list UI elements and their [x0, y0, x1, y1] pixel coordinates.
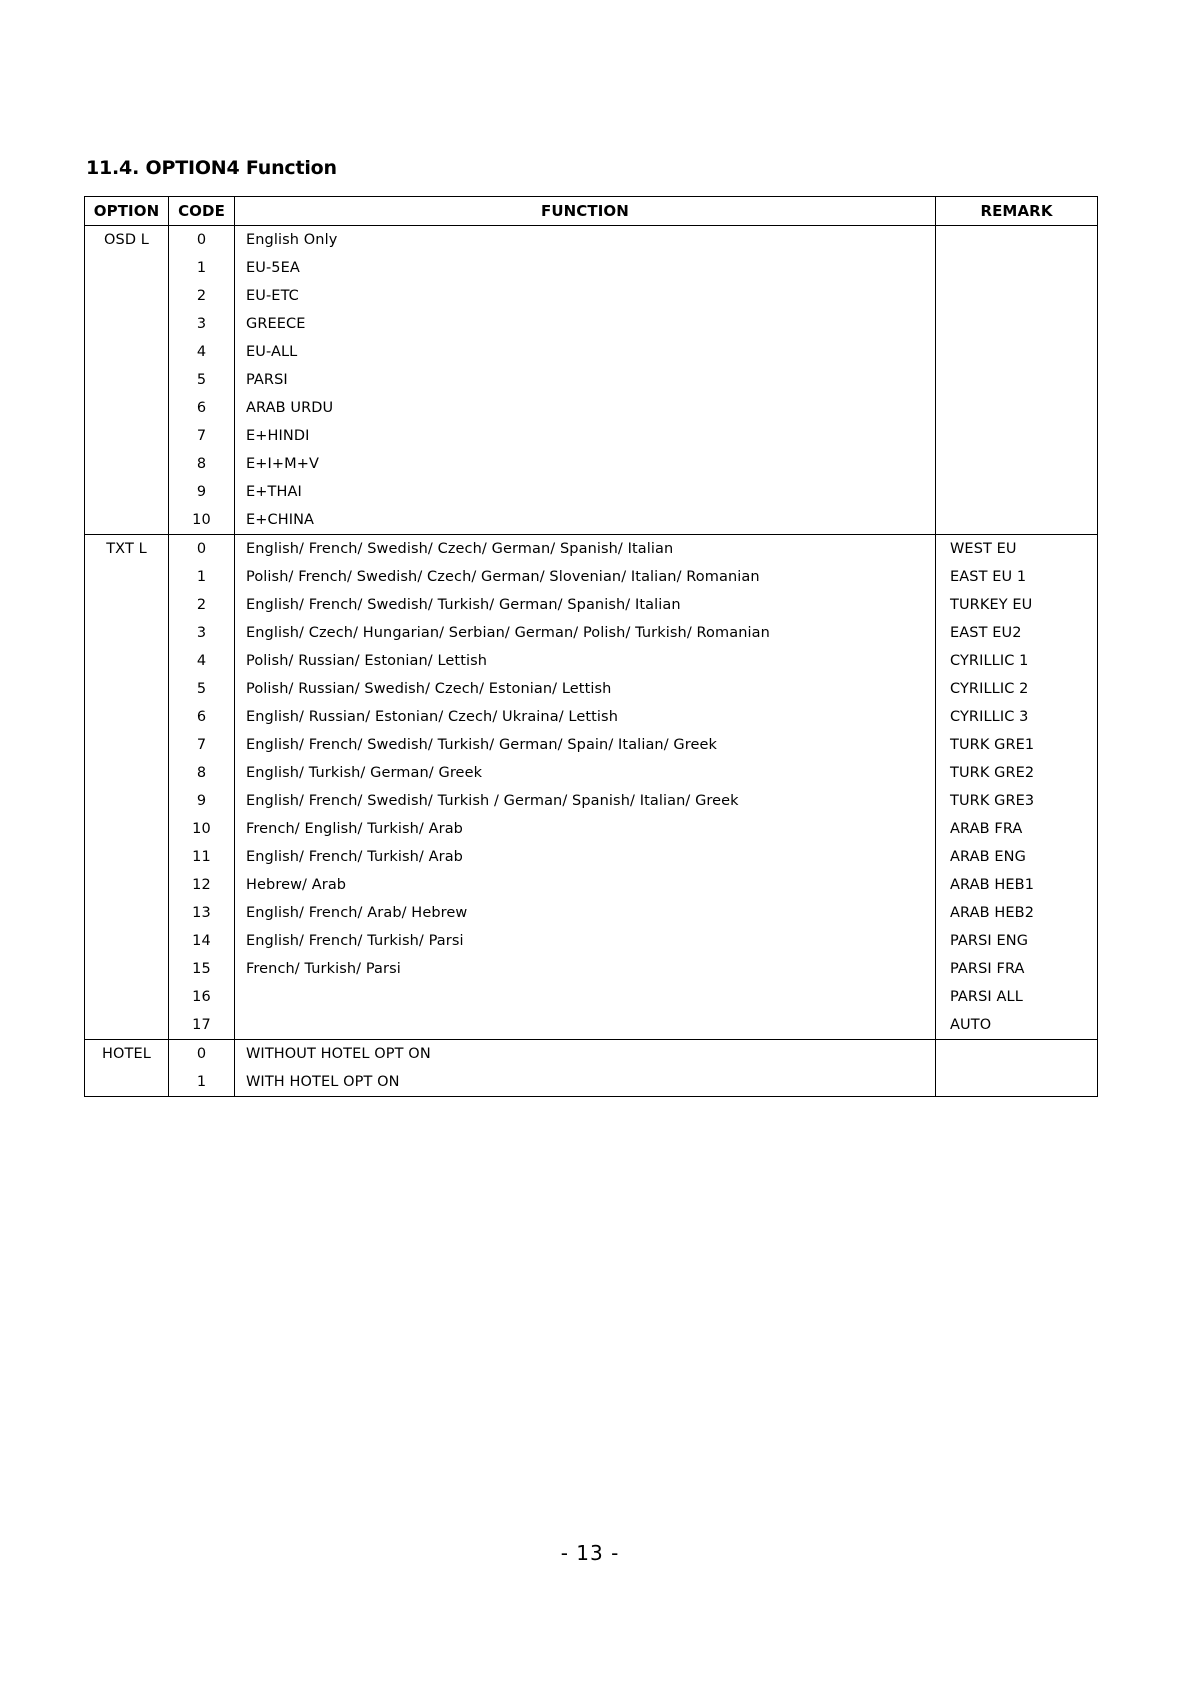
option-cell — [85, 506, 169, 535]
code-cell: 12 — [169, 871, 235, 899]
remark-cell — [936, 310, 1098, 338]
table-row — [85, 1011, 1098, 1040]
code-cell: 13 — [169, 899, 235, 927]
header-remark: REMARK — [936, 197, 1098, 226]
table-row — [85, 422, 1098, 450]
option-cell — [85, 310, 169, 338]
table-row — [85, 506, 1098, 535]
function-cell: English/ French/ Arab/ Hebrew — [235, 899, 936, 927]
code-cell: 0 — [169, 226, 235, 255]
function-cell: English/ Turkish/ German/ Greek — [235, 759, 936, 787]
function-cell: English/ French/ Swedish/ Turkish/ German/ Spanish/ Italian — [235, 591, 936, 619]
code-cell: 0 — [169, 1040, 235, 1069]
option-cell — [85, 478, 169, 506]
table-row — [85, 563, 1098, 591]
remark-cell — [936, 226, 1098, 255]
code-cell: 7 — [169, 731, 235, 759]
table-row — [85, 254, 1098, 282]
option-cell — [85, 1068, 169, 1097]
function-cell — [235, 983, 936, 1011]
remark-cell: AUTO — [936, 1011, 1098, 1040]
table-row — [85, 450, 1098, 478]
code-cell: 1 — [169, 563, 235, 591]
remark-cell: ARAB HEB1 — [936, 871, 1098, 899]
table-row — [85, 310, 1098, 338]
function-cell: French/ Turkish/ Parsi — [235, 955, 936, 983]
code-cell: 4 — [169, 338, 235, 366]
remark-cell — [936, 478, 1098, 506]
table-row — [85, 591, 1098, 619]
table-row — [85, 675, 1098, 703]
option-cell — [85, 282, 169, 310]
remark-cell — [936, 1068, 1098, 1097]
option-cell — [85, 450, 169, 478]
remark-cell: CYRILLIC 1 — [936, 647, 1098, 675]
section-title: 11.4. OPTION4 Function — [86, 157, 337, 179]
table-row — [85, 647, 1098, 675]
function-cell: French/ English/ Turkish/ Arab — [235, 815, 936, 843]
code-cell: 1 — [169, 254, 235, 282]
remark-cell: TURK GRE3 — [936, 787, 1098, 815]
table-row — [85, 1040, 1098, 1069]
table-row — [85, 759, 1098, 787]
remark-cell — [936, 394, 1098, 422]
table-row — [85, 843, 1098, 871]
code-cell: 3 — [169, 619, 235, 647]
option-cell — [85, 731, 169, 759]
table-row — [85, 619, 1098, 647]
option-cell — [85, 927, 169, 955]
remark-cell: ARAB FRA — [936, 815, 1098, 843]
function-cell: English/ French/ Swedish/ Turkish/ German/ Spain/ Italian/ Greek — [235, 731, 936, 759]
function-cell: GREECE — [235, 310, 936, 338]
table-row — [85, 983, 1098, 1011]
option-cell — [85, 815, 169, 843]
code-cell: 14 — [169, 927, 235, 955]
table-row — [85, 282, 1098, 310]
table-row — [85, 731, 1098, 759]
table-row — [85, 535, 1098, 564]
remark-cell: EAST EU 1 — [936, 563, 1098, 591]
remark-cell: ARAB HEB2 — [936, 899, 1098, 927]
code-cell: 5 — [169, 675, 235, 703]
table-row — [85, 338, 1098, 366]
remark-cell — [936, 282, 1098, 310]
table-header — [85, 197, 1098, 226]
code-cell: 0 — [169, 535, 235, 564]
table-row — [85, 1068, 1098, 1097]
header-row — [85, 197, 1098, 226]
option-cell — [85, 703, 169, 731]
remark-cell — [936, 506, 1098, 535]
option-cell — [85, 563, 169, 591]
table-row — [85, 703, 1098, 731]
option-cell: HOTEL — [85, 1040, 169, 1069]
function-cell: E+I+M+V — [235, 450, 936, 478]
page-number: - 13 - — [560, 1541, 620, 1565]
option-cell — [85, 366, 169, 394]
header-option: OPTION — [85, 197, 169, 226]
function-cell: English/ French/ Swedish/ Turkish / German/ Spanish/ Italian/ Greek — [235, 787, 936, 815]
option-cell — [85, 759, 169, 787]
remark-cell: PARSI FRA — [936, 955, 1098, 983]
code-cell: 4 — [169, 647, 235, 675]
option-cell — [85, 843, 169, 871]
remark-cell: CYRILLIC 3 — [936, 703, 1098, 731]
code-cell: 10 — [169, 815, 235, 843]
code-cell: 17 — [169, 1011, 235, 1040]
code-cell: 15 — [169, 955, 235, 983]
header-code: CODE — [169, 197, 235, 226]
remark-cell: ARAB ENG — [936, 843, 1098, 871]
option4-function-table — [84, 196, 1098, 1097]
option-cell — [85, 647, 169, 675]
function-cell: Hebrew/ Arab — [235, 871, 936, 899]
option-cell — [85, 338, 169, 366]
remark-cell: TURK GRE1 — [936, 731, 1098, 759]
table-body — [85, 226, 1098, 1097]
function-cell: E+THAI — [235, 478, 936, 506]
function-cell: Polish/ French/ Swedish/ Czech/ German/ Slovenian/ Italian/ Romanian — [235, 563, 936, 591]
remark-cell: WEST EU — [936, 535, 1098, 564]
function-cell: PARSI — [235, 366, 936, 394]
function-cell: English Only — [235, 226, 936, 255]
function-cell: English/ French/ Turkish/ Arab — [235, 843, 936, 871]
option-cell — [85, 871, 169, 899]
option-cell — [85, 1011, 169, 1040]
code-cell: 5 — [169, 366, 235, 394]
option-cell — [85, 675, 169, 703]
option-cell — [85, 619, 169, 647]
function-cell: English/ French/ Swedish/ Czech/ German/ Spanish/ Italian — [235, 535, 936, 564]
remark-cell: TURKEY EU — [936, 591, 1098, 619]
function-cell: EU-ALL — [235, 338, 936, 366]
code-cell: 10 — [169, 506, 235, 535]
function-cell: E+CHINA — [235, 506, 936, 535]
code-cell: 8 — [169, 759, 235, 787]
option-cell: TXT L — [85, 535, 169, 564]
function-cell: English/ Russian/ Estonian/ Czech/ Ukraina/ Lettish — [235, 703, 936, 731]
table-row — [85, 899, 1098, 927]
function-cell: English/ French/ Turkish/ Parsi — [235, 927, 936, 955]
table-row — [85, 815, 1098, 843]
table-row — [85, 787, 1098, 815]
code-cell: 2 — [169, 282, 235, 310]
option-cell — [85, 983, 169, 1011]
function-cell: E+HINDI — [235, 422, 936, 450]
option-cell: OSD L — [85, 226, 169, 255]
remark-cell: PARSI ENG — [936, 927, 1098, 955]
option-cell — [85, 394, 169, 422]
remark-cell — [936, 422, 1098, 450]
function-cell — [235, 1011, 936, 1040]
function-cell: Polish/ Russian/ Swedish/ Czech/ Estonian/ Lettish — [235, 675, 936, 703]
function-cell: WITHOUT HOTEL OPT ON — [235, 1040, 936, 1069]
option-cell — [85, 591, 169, 619]
table-row — [85, 226, 1098, 255]
table-row — [85, 871, 1098, 899]
option-cell — [85, 787, 169, 815]
function-cell: EU-ETC — [235, 282, 936, 310]
remark-cell — [936, 366, 1098, 394]
code-cell: 16 — [169, 983, 235, 1011]
table-row — [85, 478, 1098, 506]
table-row — [85, 366, 1098, 394]
header-function: FUNCTION — [235, 197, 936, 226]
code-cell: 8 — [169, 450, 235, 478]
code-cell: 6 — [169, 703, 235, 731]
remark-cell: PARSI ALL — [936, 983, 1098, 1011]
remark-cell: EAST EU2 — [936, 619, 1098, 647]
code-cell: 1 — [169, 1068, 235, 1097]
table-row — [85, 955, 1098, 983]
table-row — [85, 927, 1098, 955]
table-row — [85, 394, 1098, 422]
remark-cell: TURK GRE2 — [936, 759, 1098, 787]
function-cell: ARAB URDU — [235, 394, 936, 422]
option-cell — [85, 254, 169, 282]
code-cell: 7 — [169, 422, 235, 450]
remark-cell — [936, 450, 1098, 478]
code-cell: 2 — [169, 591, 235, 619]
code-cell: 3 — [169, 310, 235, 338]
code-cell: 6 — [169, 394, 235, 422]
option-cell — [85, 955, 169, 983]
function-cell: WITH HOTEL OPT ON — [235, 1068, 936, 1097]
remark-cell — [936, 338, 1098, 366]
function-cell: Polish/ Russian/ Estonian/ Lettish — [235, 647, 936, 675]
option-cell — [85, 422, 169, 450]
function-cell: EU-5EA — [235, 254, 936, 282]
function-cell: English/ Czech/ Hungarian/ Serbian/ German/ Polish/ Turkish/ Romanian — [235, 619, 936, 647]
remark-cell — [936, 254, 1098, 282]
remark-cell — [936, 1040, 1098, 1069]
code-cell: 9 — [169, 478, 235, 506]
option-cell — [85, 899, 169, 927]
code-cell: 11 — [169, 843, 235, 871]
remark-cell: CYRILLIC 2 — [936, 675, 1098, 703]
code-cell: 9 — [169, 787, 235, 815]
